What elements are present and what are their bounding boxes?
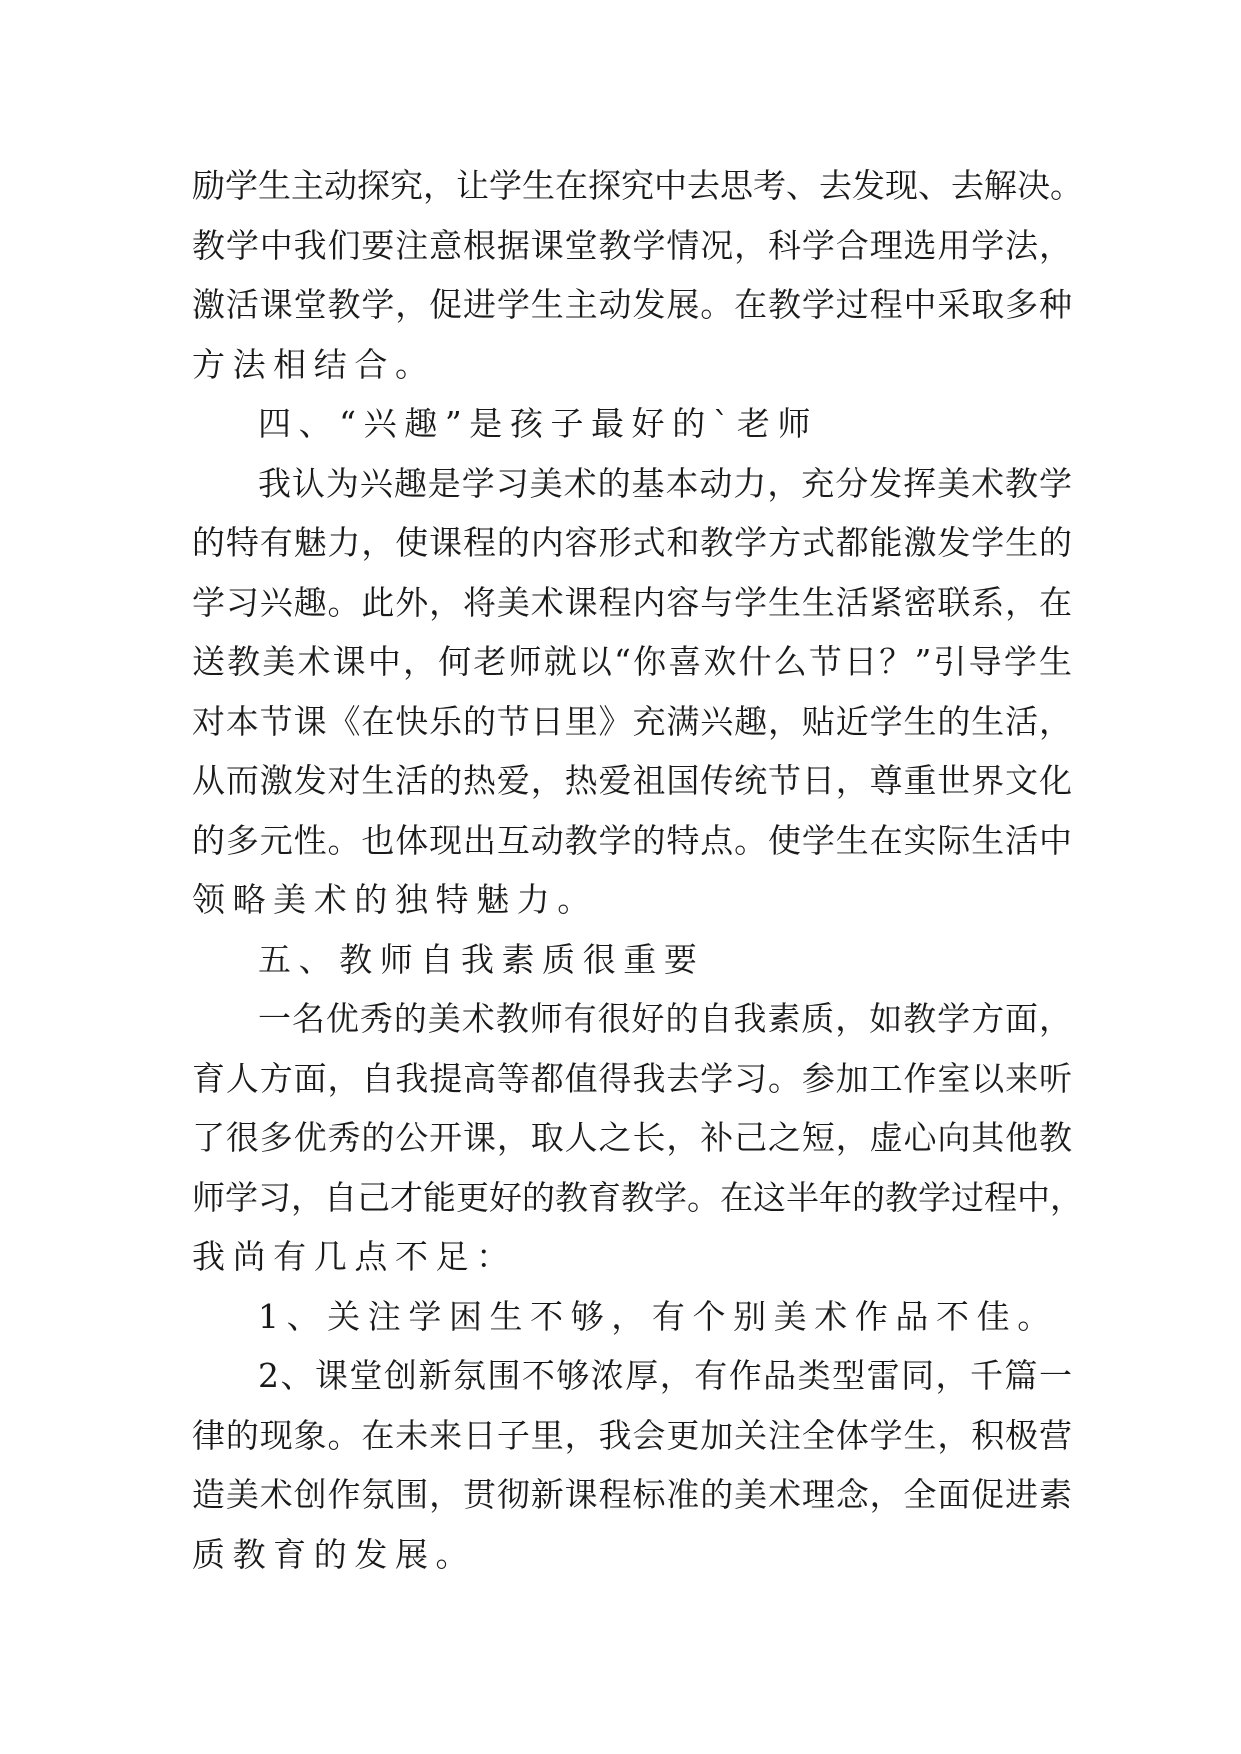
text-line: 师学习，自己才能更好的教育教学。在这半年的教学过程中， <box>192 1177 1083 1217</box>
text-line: 造美术创作氛围，贯彻新课程标准的美术理念，全面促进素 <box>192 1475 1072 1514</box>
text-line: 方法相结合。 <box>192 344 436 384</box>
text-line: 2、课堂创新氛围不够浓厚，有作品类型雷同，千篇一 <box>258 1356 1072 1395</box>
text-line: 我尚有几点不足： <box>192 1237 517 1276</box>
text-line: 从而激发对生活的热爱，热爱祖国传统节日，尊重世界文化 <box>192 761 1072 800</box>
text-line: 一名优秀的美术教师有很好的自我素质，如教学方面， <box>258 999 1072 1038</box>
text-line: 学习兴趣。此外，将美术课程内容与学生生活紧密联系，在 <box>192 582 1072 622</box>
text-line: 对本节课《在快乐的节日里》充满兴趣，贴近学生的生活， <box>192 701 1072 741</box>
body-text <box>192 156 1083 1584</box>
text-line: 质教育的发展。 <box>192 1534 477 1574</box>
text-line: 励学生主动探究，让学生在探究中去思考、去发现、去解决。 <box>192 166 1083 205</box>
text-line: 1、关注学困生不够，有个别美术作品不佳。 <box>258 1296 1058 1336</box>
text-line: 的特有魅力，使课程的内容形式和教学方式都能激发学生的 <box>192 523 1072 562</box>
text-line: 教学中我们要注意根据课堂教学情况，科学合理选用学法， <box>192 225 1072 265</box>
text-line: 的多元性。也体现出互动教学的特点。使学生在实际生活中 <box>192 820 1072 860</box>
text-line: 四、“兴趣”是孩子最好的`老师 <box>258 404 819 443</box>
text-line: 领略美术的独特魅力。 <box>192 880 598 919</box>
text-line: 激活课堂教学，促进学生主动发展。在教学过程中采取多种 <box>192 285 1072 324</box>
text-line: 了很多优秀的公开课，取人之长，补己之短，虚心向其他教 <box>192 1118 1072 1157</box>
text-line: 律的现象。在未来日子里，我会更加关注全体学生，积极营 <box>192 1415 1072 1455</box>
text-line: 五、教师自我素质很重要 <box>258 939 705 979</box>
text-line: 育人方面，自我提高等都值得我去学习。参加工作室以来听 <box>192 1058 1072 1098</box>
text-line: 送教美术课中，何老师就以“你喜欢什么节日？”引导学生 <box>192 642 1072 681</box>
text-line: 我认为兴趣是学习美术的基本动力，充分发挥美术教学 <box>258 463 1072 503</box>
